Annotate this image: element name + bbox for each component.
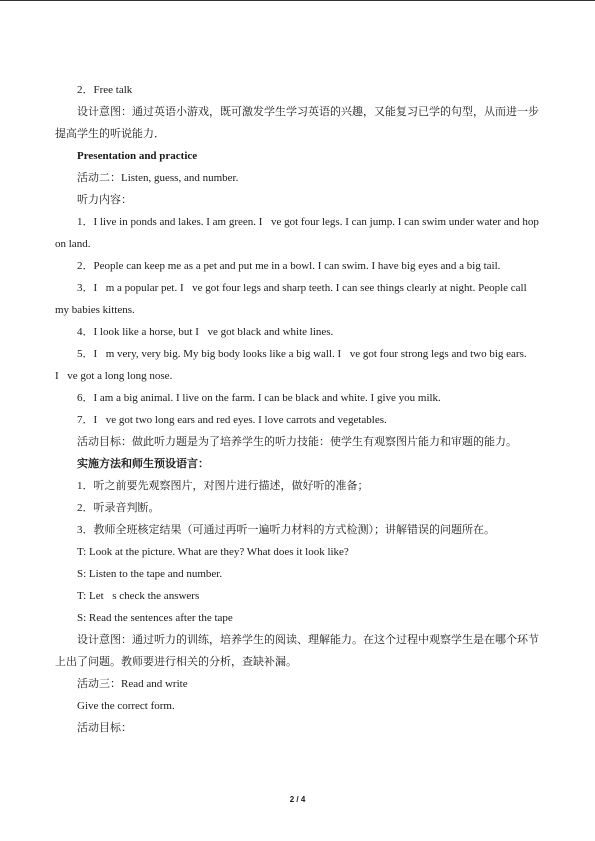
section-heading: 实施方法和师生预设语言：: [77, 458, 209, 470]
document-body: [55, 79, 543, 739]
paragraph: T: Let s check the answers: [77, 590, 200, 602]
section-heading: Presentation and practice: [77, 150, 198, 162]
paragraph: 3．I m a popular pet. I ve got four legs and sharp teeth. I can see things clearly at night. People call my babies kittens.: [55, 282, 527, 316]
paragraph: 活动二：Listen, guess, and number.: [77, 172, 239, 184]
paragraph: 活动三：Read and write: [77, 678, 188, 690]
paragraph: 听力内容：: [77, 194, 132, 206]
paragraph: 3．教师全班核定结果（可通过再听一遍听力材料的方式检测）；讲解错误的问题所在。: [77, 524, 495, 536]
paragraph: T: Look at the picture. What are they? What does it look like?: [77, 546, 349, 558]
paragraph: 2．听录音判断。: [77, 502, 160, 514]
paragraph: S: Listen to the tape and number.: [77, 568, 223, 580]
paragraph: 设计意图：通过听力的训练，培养学生的阅读、理解能力。在这个过程中观察学生是在哪个环节上出了问题。教师要进行相关的分析，查缺补漏。: [55, 634, 539, 668]
paragraph: 设计意图：通过英语小游戏，既可激发学生学习英语的兴趣，又能复习已学的句型，从而进一步提高学生的听说能力．: [55, 106, 539, 140]
top-rule: [0, 0, 595, 1]
paragraph: 4．I look like a horse, but I ve got black and white lines.: [77, 326, 334, 338]
paragraph: Give the correct form.: [77, 700, 175, 712]
page-number: 2 / 4: [289, 795, 306, 804]
paragraph: 6．I am a big animal. I live on the farm. I can be black and white. I give you milk.: [77, 392, 441, 404]
paragraph: 2．Free talk: [77, 84, 133, 96]
paragraph: 7．I ve got two long ears and red eyes. I love carrots and vegetables.: [77, 414, 387, 426]
paragraph: 活动目标：: [77, 722, 132, 734]
paragraph: 活动目标：做此听力题是为了培养学生的听力技能：使学生有观察图片能力和审题的能力。: [77, 436, 517, 448]
paragraph: 1．I live in ponds and lakes. I am green. I ve got four legs. I can jump. I can swim under water and hop on land.: [55, 216, 539, 250]
paragraph: 1．听之前要先观察图片，对图片进行描述，做好听的准备；: [77, 480, 369, 492]
paragraph: S: Read the sentences after the tape: [77, 612, 233, 624]
paragraph: 5．I m very, very big. My big body looks like a big wall. I ve got four strong legs and two big ears. I ve got a long long nose.: [55, 348, 527, 382]
paragraph: 2．People can keep me as a pet and put me in a bowl. I can swim. I have big eyes and a big tail.: [77, 260, 501, 272]
